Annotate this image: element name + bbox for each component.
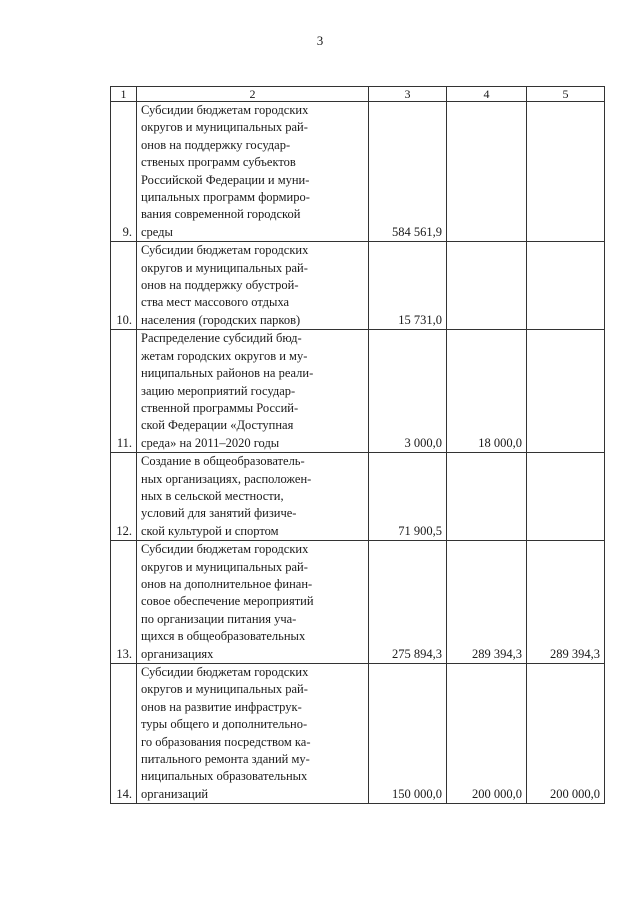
row-description: Субсидии бюджетам городских округов и муниципальных рай- онов на развитие инфраструк- туры общего и дополнительно- го образования посредством ка- питального ремонта зданий му- ниципальных образовательных организаций — [137, 664, 369, 804]
table-row — [111, 664, 605, 804]
table-row — [111, 330, 605, 453]
row-description: Субсидии бюджетам городских округов и муниципальных рай- онов на поддержку государ- ственых программ субъектов Российской Федерации и муни- ципальных программ формиро- вания современной городской среды — [137, 102, 369, 242]
column-header-4: 4 — [447, 87, 527, 102]
row-amount-col3: 275 894,3 — [369, 541, 447, 664]
row-amount-col4: 18 000,0 — [447, 330, 527, 453]
table-row — [111, 541, 605, 664]
row-amount-col5 — [527, 453, 605, 541]
row-amount-col4: 289 394,3 — [447, 541, 527, 664]
row-amount-col3: 150 000,0 — [369, 664, 447, 804]
row-amount-col5: 289 394,3 — [527, 541, 605, 664]
row-amount-col3: 15 731,0 — [369, 242, 447, 330]
table-row — [111, 242, 605, 330]
row-amount-col5 — [527, 242, 605, 330]
row-description: Распределение субсидий бюд- жетам городских округов и му- ниципальных районов на реали- зацию мероприятий государ- ственной программы Россий- ской Федерации «Доступная среда» на 2011–2020 годы — [137, 330, 369, 453]
page-number: 3 — [316, 33, 324, 48]
row-amount-col5 — [527, 330, 605, 453]
row-number: 10. — [111, 242, 137, 330]
row-amount-col3: 584 561,9 — [369, 102, 447, 242]
row-amount-col5: 200 000,0 — [527, 664, 605, 804]
row-number: 13. — [111, 541, 137, 664]
row-description: Создание в общеобразователь- ных организациях, расположен- ных в сельской местности, условий для занятий физиче- ской культурой и спортом — [137, 453, 369, 541]
row-number: 11. — [111, 330, 137, 453]
table-row — [111, 102, 605, 242]
row-amount-col4 — [447, 453, 527, 541]
row-description: Субсидии бюджетам городских округов и муниципальных рай- онов на поддержку обустрой- ства мест массового отдыха населения (городских парков) — [137, 242, 369, 330]
row-number: 9. — [111, 102, 137, 242]
column-header-1: 1 — [111, 87, 137, 102]
row-amount-col3: 3 000,0 — [369, 330, 447, 453]
row-amount-col4 — [447, 102, 527, 242]
table-row — [111, 453, 605, 541]
row-number: 14. — [111, 664, 137, 804]
row-number: 12. — [111, 453, 137, 541]
column-header-2: 2 — [137, 87, 369, 102]
budget-table — [110, 86, 605, 804]
column-header-3: 3 — [369, 87, 447, 102]
row-amount-col5 — [527, 102, 605, 242]
row-amount-col3: 71 900,5 — [369, 453, 447, 541]
table-header-row — [111, 87, 605, 102]
row-amount-col4: 200 000,0 — [447, 664, 527, 804]
column-header-5: 5 — [527, 87, 605, 102]
row-amount-col4 — [447, 242, 527, 330]
row-description: Субсидии бюджетам городских округов и муниципальных рай- онов на дополнительное финан- совое обеспечение мероприятий по организации питания уча- щихся в общеобразовательных организациях — [137, 541, 369, 664]
